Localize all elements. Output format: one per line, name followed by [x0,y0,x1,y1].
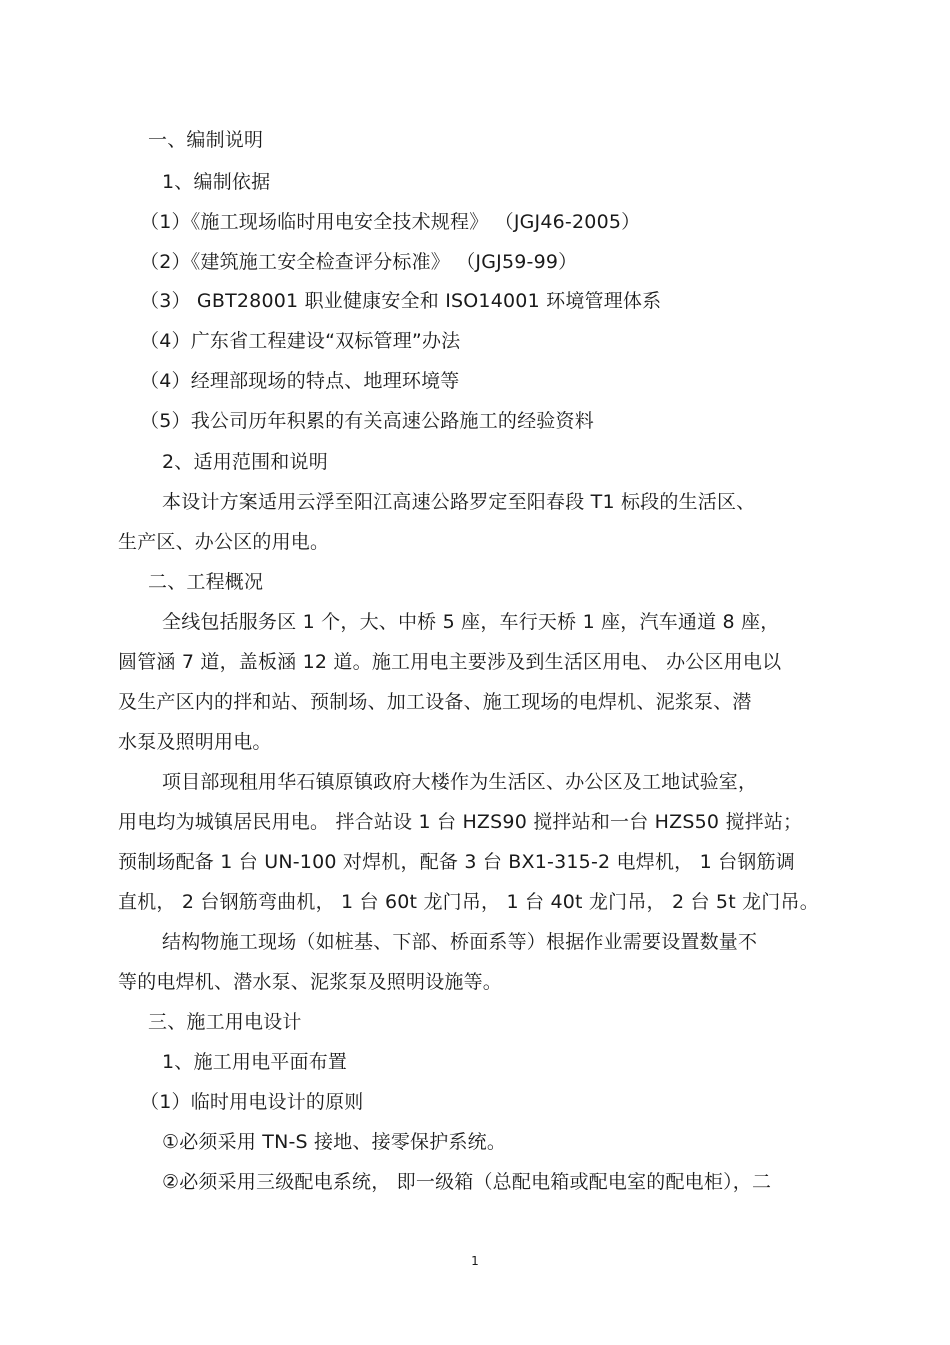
basis-item-4a: （4）广东省工程建设“双标管理”办法 [140,330,461,352]
subheading-compilation-basis: 1、编制依据 [162,171,271,193]
basis-item-5: （5）我公司历年积累的有关高速公路施工的经验资料 [140,410,594,432]
principle-item-1: ①必须采用 TN-S 接地、接零保护系统。 [162,1131,507,1153]
basis-item-4b: （4）经理部现场的特点、地理环境等 [140,370,460,392]
paragraph-line: 圆管涵 7 道，盖板涵 12 道。施工用电主要涉及到生活区用电、 办公区用电以 [118,651,782,673]
page-number: 1 [471,1254,479,1268]
subheading-scope: 2、适用范围和说明 [162,451,328,473]
heading-project-overview: 二、工程概况 [148,571,264,593]
paragraph-line: 及生产区内的拌和站、预制场、加工设备、施工现场的电焊机、泥浆泵、潜 [118,691,752,713]
paragraph-line: 水泵及照明用电。 [118,731,272,753]
heading-compilation-notes: 一、编制说明 [148,129,264,151]
subheading-design-principles: （1）临时用电设计的原则 [140,1091,364,1113]
basis-item-1: （1）《施工现场临时用电安全技术规程》 （JGJ46-2005） [140,211,641,233]
principle-item-2: ②必须采用三级配电系统， 即一级箱（总配电箱或配电室的配电柜），二 [162,1171,772,1193]
basis-item-3: （3） GBT28001 职业健康安全和 ISO14001 环境管理体系 [140,290,662,312]
paragraph-line: 直机， 2 台钢筋弯曲机， 1 台 60t 龙门吊， 1 台 40t 龙门吊， 2 台 5t 龙门吊。 [118,891,819,913]
heading-power-design: 三、施工用电设计 [148,1011,302,1033]
paragraph-line: 用电均为城镇居民用电。 拌合站设 1 台 HZS90 搅拌站和一台 HZS50 搅拌站； [118,811,803,833]
paragraph-line: 结构物施工现场（如桩基、下部、桥面系等）根据作业需要设置数量不 [162,931,758,953]
paragraph-line: 生产区、办公区的用电。 [118,531,330,553]
basis-item-2: （2）《建筑施工安全检查评分标准》 （JGJ59-99） [140,251,578,273]
paragraph-line: 等的电焊机、潜水泵、泥浆泵及照明设施等。 [118,971,503,993]
paragraph-line: 项目部现租用华石镇原镇政府大楼作为生活区、办公区及工地试验室， [162,771,758,793]
paragraph-line: 全线包括服务区 1 个，大、中桥 5 座，车行天桥 1 座，汽车通道 8 座， [162,611,780,633]
paragraph-line: 本设计方案适用云浮至阳江高速公路罗定至阳春段 T1 标段的生活区、 [162,491,756,513]
paragraph-line: 预制场配备 1 台 UN-100 对焊机，配备 3 台 BX1-315-2 电焊机， 1 台钢筋调 [118,851,795,873]
subheading-power-layout: 1、施工用电平面布置 [162,1051,348,1073]
